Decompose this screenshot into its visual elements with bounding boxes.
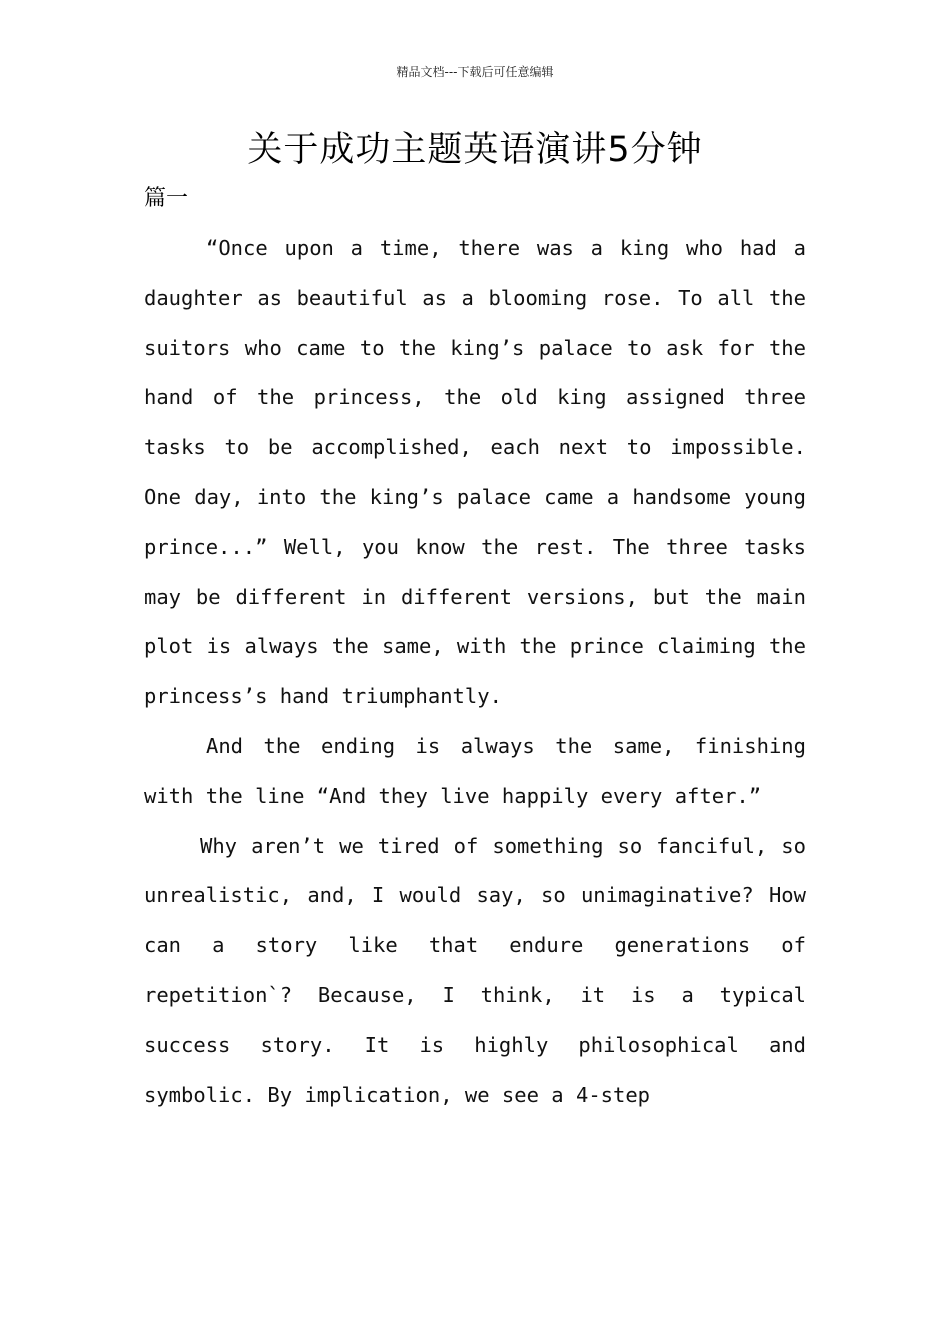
page-header: 精品文档---下载后可任意编辑 xyxy=(396,65,554,79)
section-label: 篇一 xyxy=(144,186,189,211)
paragraph-3: Why aren’t we tired of something so fanciful, so unrealistic, and, I would say, so unimaginative? How can a story like that endure generations of repetition`? Because, I think, it is a typical success story. It is highly philosophical and symbolic. By implication, we see a 4-step xyxy=(144,833,806,1107)
paragraph-1: “Once upon a time, there was a king who had a daughter as beautiful as a blooming rose. To all the suitors who came to the king’s palace to ask for the hand of the princess, the old king assigned three tasks to be accomplished, each next to impossible. One day, into the king’s palace came a handsome young prince...” Well, you know the rest. The three tasks may be different in different versions, but the main plot is always the same, with the prince claiming the princess’s hand triumphantly. xyxy=(144,236,806,709)
body-text xyxy=(144,224,806,1120)
paragraph-2: And the ending is always the same, finishing with the line “And they live happily every after.” xyxy=(144,733,806,808)
page-title: 关于成功主题英语演讲5分钟 xyxy=(247,130,703,170)
